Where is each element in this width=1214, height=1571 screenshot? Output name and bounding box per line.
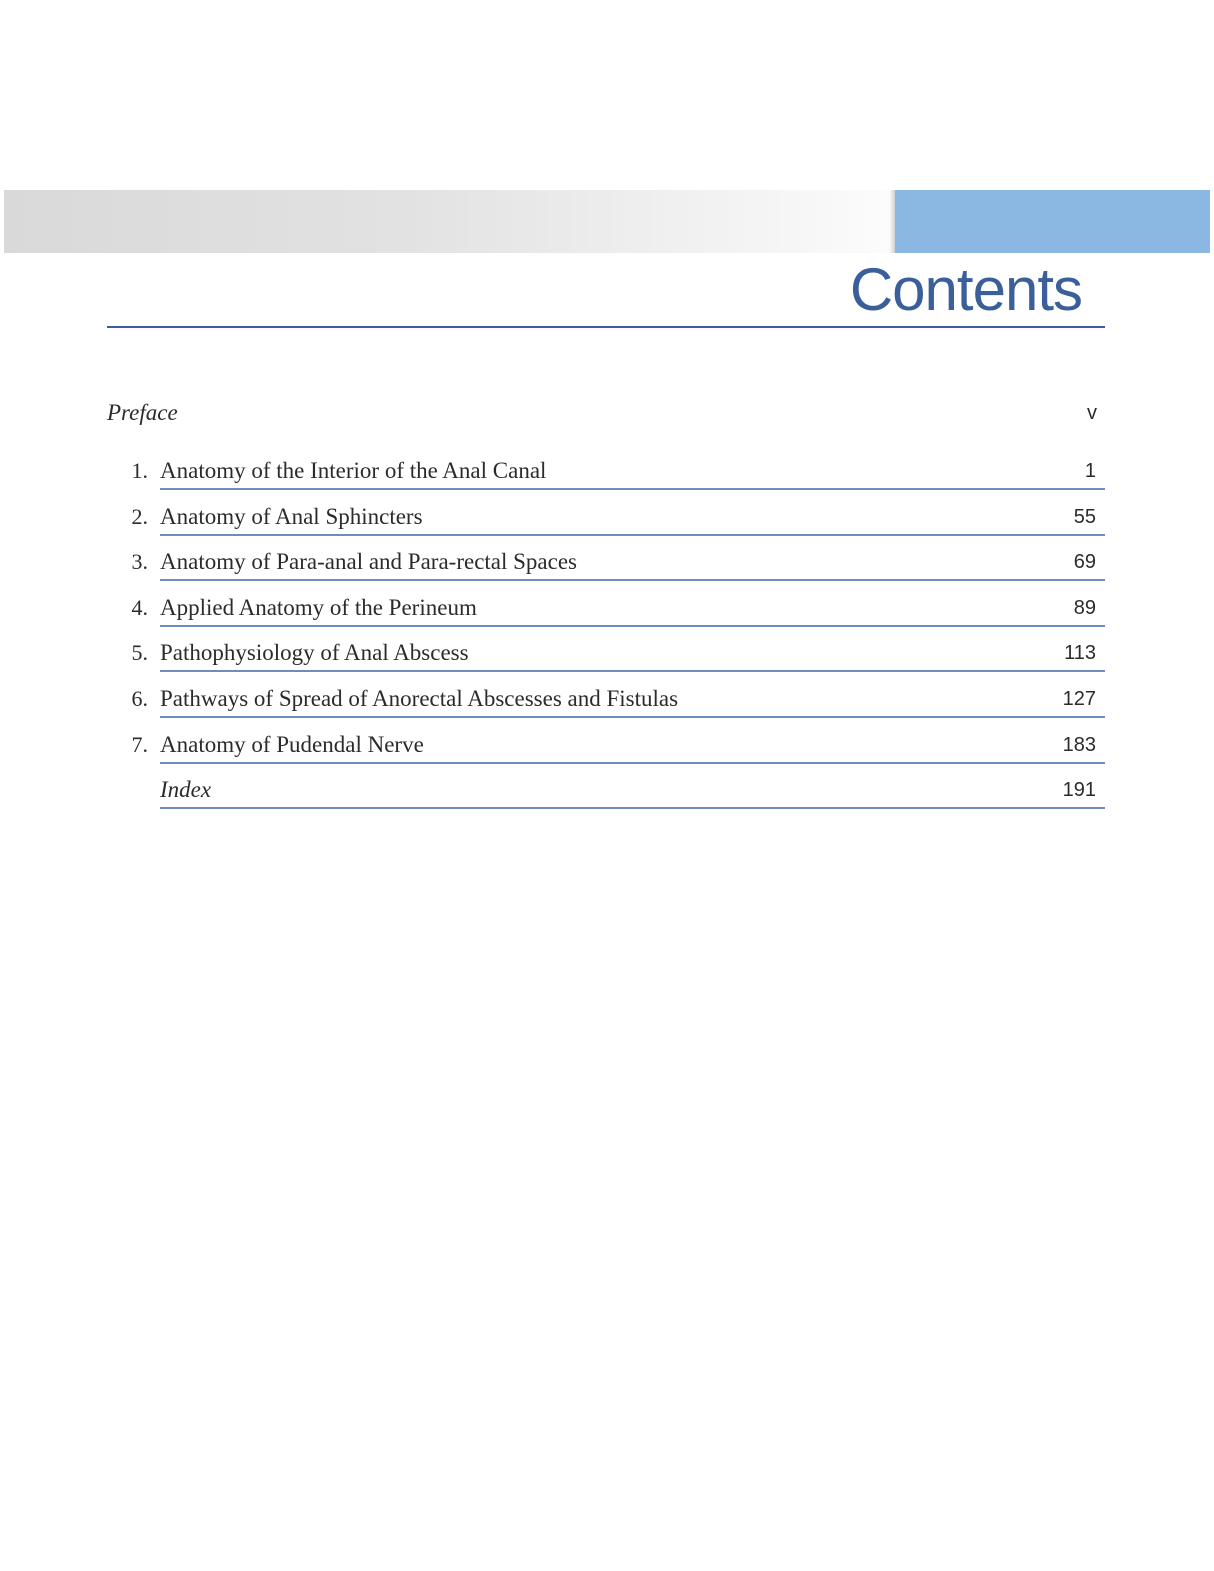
chapter-title: Anatomy of Anal Sphincters — [160, 503, 423, 529]
toc-row[interactable] — [112, 636, 1105, 682]
toc-row[interactable] — [112, 545, 1105, 591]
toc-entry — [160, 500, 1105, 536]
header-band — [4, 190, 890, 253]
chapter-title: Pathways of Spread of Anorectal Abscesses and Fistulas — [160, 685, 679, 711]
chapter-number: 1. — [131, 458, 148, 483]
toc-list — [112, 454, 1105, 819]
chapter-number: 2. — [131, 503, 148, 529]
toc-row-preface[interactable] — [107, 396, 1097, 430]
page-title: Contents — [849, 256, 1082, 323]
chapter-page-number: 1 — [1084, 460, 1096, 482]
preface-page-number: v — [1087, 402, 1097, 424]
chapter-number: 4. — [131, 594, 148, 620]
header-accent-block — [895, 190, 1210, 253]
chapter-title: Anatomy of Para-anal and Para-rectal Spaces — [160, 549, 578, 575]
chapter-title: Anatomy of the Interior of the Anal Canal — [160, 458, 547, 483]
toc-row-index[interactable] — [112, 773, 1105, 819]
index-page-number: 191 — [1062, 779, 1096, 802]
toc-row[interactable] — [112, 682, 1105, 728]
title-rule — [107, 326, 1105, 328]
chapter-number: 7. — [131, 731, 148, 757]
chapter-page-number: 127 — [1062, 687, 1096, 710]
toc-entry — [160, 773, 1105, 809]
chapter-title: Anatomy of Pudendal Nerve — [160, 731, 424, 757]
toc-row[interactable] — [112, 591, 1105, 637]
chapter-page-number: 113 — [1064, 642, 1096, 665]
chapter-number: 3. — [131, 549, 148, 575]
preface-label: Preface — [107, 400, 178, 425]
toc-entry — [160, 682, 1105, 718]
chapter-number: 5. — [131, 640, 148, 666]
chapter-page-number: 183 — [1062, 733, 1096, 756]
toc-entry — [160, 545, 1105, 581]
toc-row[interactable] — [112, 454, 1105, 500]
toc-entry — [160, 591, 1105, 627]
toc-row[interactable] — [112, 728, 1105, 774]
chapter-page-number: 55 — [1073, 505, 1096, 528]
chapter-page-number: 69 — [1073, 551, 1096, 574]
chapter-page-number: 89 — [1073, 596, 1096, 619]
chapter-title: Applied Anatomy of the Perineum — [160, 594, 477, 620]
chapter-number: 6. — [131, 685, 148, 711]
index-label: Index — [160, 777, 212, 803]
toc-entry — [160, 636, 1105, 672]
chapter-title: Pathophysiology of Anal Abscess — [160, 640, 469, 666]
toc-entry — [160, 728, 1105, 764]
toc-row[interactable] — [112, 500, 1105, 546]
toc-entry — [160, 454, 1105, 490]
